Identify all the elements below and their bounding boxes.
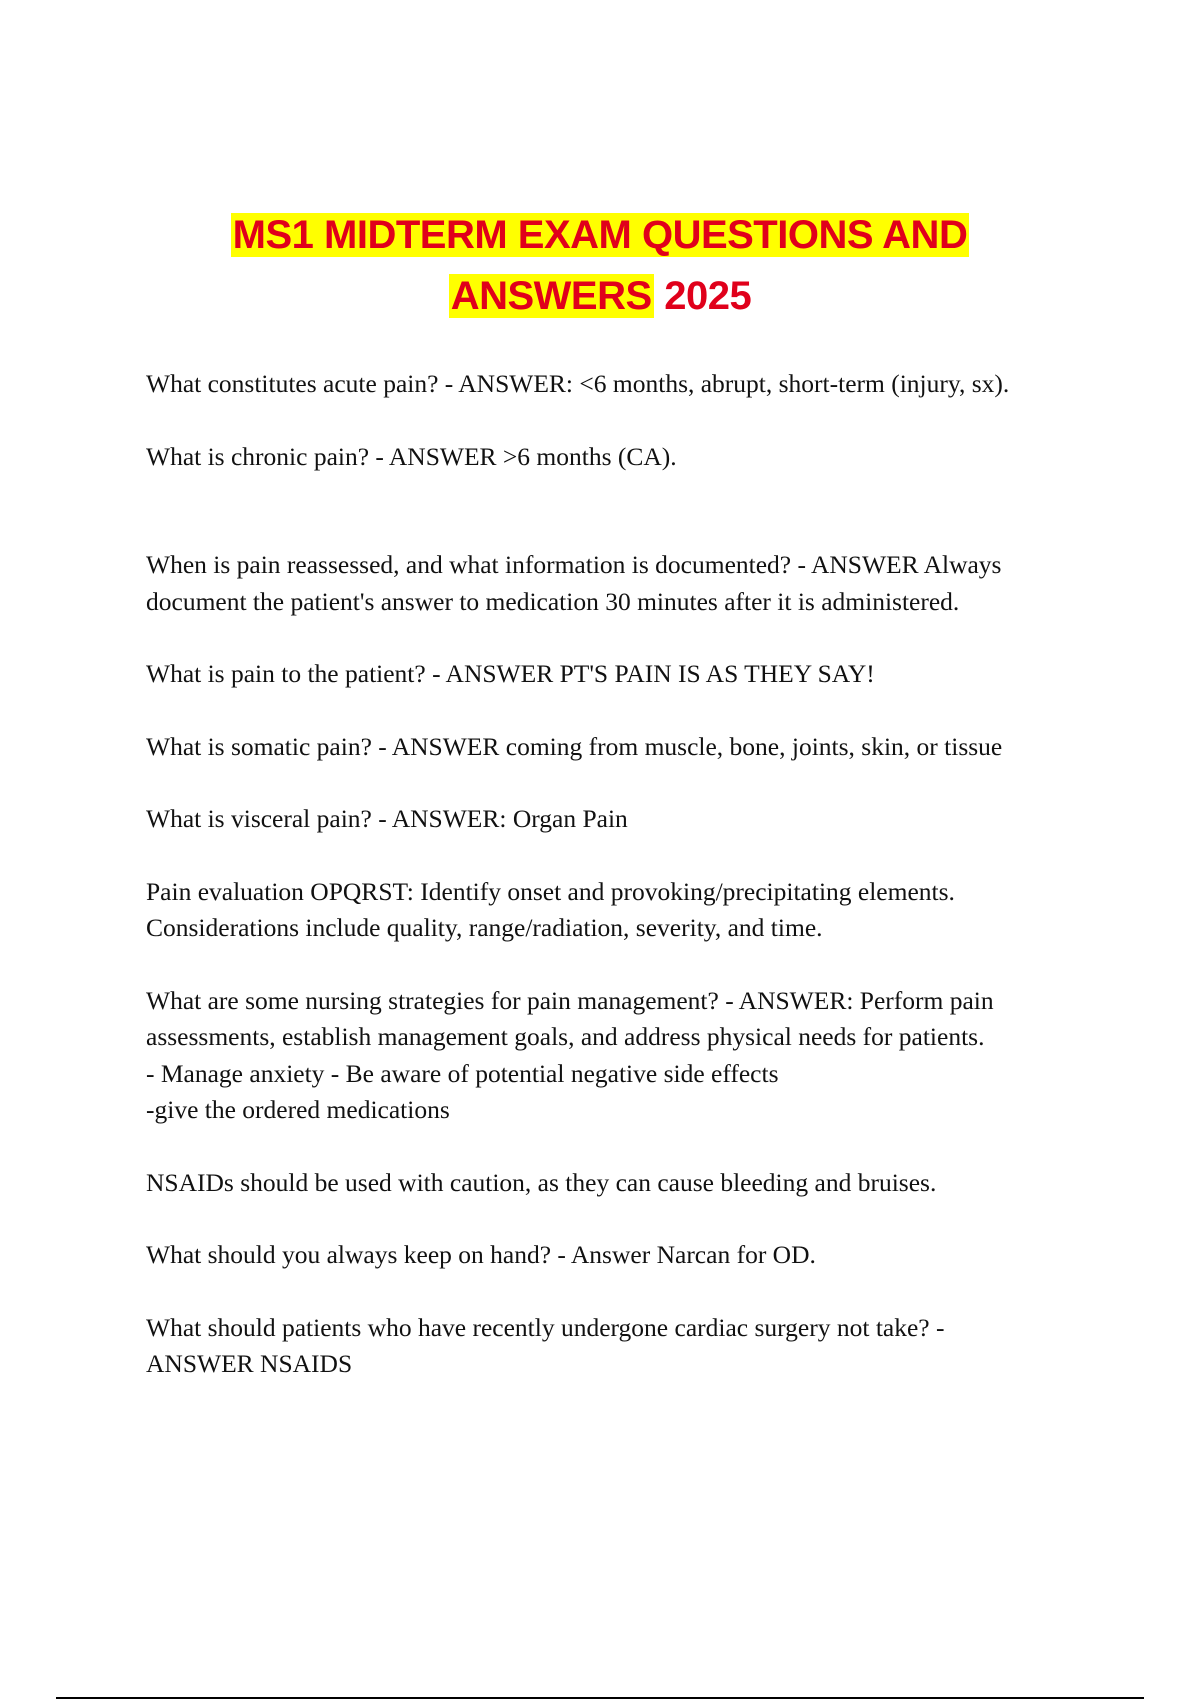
footer-divider [56,1697,1144,1699]
qa-keep-on-hand: What should you always keep on hand? - Answer Narcan for OD. [146,1240,816,1269]
document-title [0,205,1200,327]
qa-nursing-strategies: What are some nursing strategies for pain management? - ANSWER: Perform pain assessments, establish management goals, and address physical needs for patients. - Manage anxiety - Be aware of potential negative side effects -give the ordered medications [146,985,994,1124]
qa-opqrst: Pain evaluation OPQRST: Identify onset and provoking/precipitating elements. Considerations include quality, range/radiation, severity, and time. [146,876,955,942]
title-highlight-1: MS1 MIDTERM EXAM QUESTIONS AND [232,213,968,257]
qa-somatic-pain: What is somatic pain? - ANSWER coming from muscle, bone, joints, skin, or tissue [146,731,1003,761]
qa-nsaids-caution: NSAIDs should be used with caution, as they can cause bleeding and bruises. [146,1167,937,1197]
title-year: 2025 [653,274,752,318]
qa-visceral-pain: What is visceral pain? - ANSWER: Organ Pain [146,804,628,833]
title-highlight-2: ANSWERS [450,274,652,318]
qa-cardiac-surgery: What should patients who have recently undergone cardiac surgery not take? - ANSWER NSAIDS [146,1312,945,1378]
qa-pain-to-patient: What is pain to the patient? - ANSWER PT'S PAIN IS AS THEY SAY! [146,659,875,688]
qa-chronic-pain: What is chronic pain? - ANSWER >6 months (CA). [146,441,677,471]
qa-acute-pain: What constitutes acute pain? - ANSWER: <6 months, abrupt, short-term (injury, sx). [146,369,1010,398]
title-line-1 [0,205,1200,266]
qa-list [146,366,1046,1383]
title-line-2 [0,266,1200,327]
qa-pain-reassessment: When is pain reassessed, and what information is documented? - ANSWER Always document the patient's answer to medication 30 minutes after it is administered. [146,550,1002,616]
